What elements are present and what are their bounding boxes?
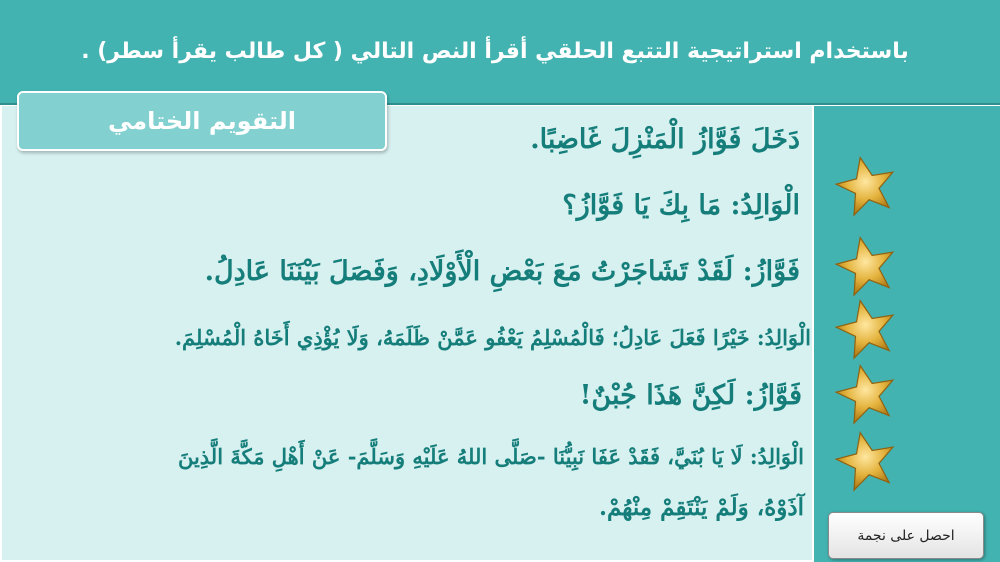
story-line-1: دَخَلَ فَوَّازُ الْمَنْزِلَ غَاضِبًا. (530, 124, 800, 155)
final-assessment-badge: التقويم الختامي (17, 91, 387, 151)
story-line-3: فَوَّازُ: لَقَدْ تَشَاجَرْتُ مَعَ بَعْضِ الْأَوْلَادِ، وَفَصَلَ بَيْنَنَا عَادِلُ. (204, 256, 800, 287)
star-icon[interactable] (834, 233, 898, 297)
star-icon[interactable] (834, 153, 898, 217)
star-icon[interactable] (834, 361, 898, 425)
story-line-7: آذَوْهُ، وَلَمْ يَنْتَقِمْ مِنْهُمْ. (598, 494, 804, 521)
instruction-banner (0, 0, 1000, 105)
story-line-4: الْوَالِدُ: خَيْرًا فَعَلَ عَادِلُ؛ فَالْمُسْلِمُ يَعْفُو عَمَّنْ ظَلَمَهُ، وَلَا يُؤْذِي أَخَاهُ الْمُسْلِمَ. (174, 325, 811, 350)
story-line-6: الْوَالِدُ: لَا يَا بُنَيَّ، فَقَدْ عَفَا نَبِيُّنَا -صَلَّى اللهُ عَلَيْهِ وَسَلَّمَ- عَنْ أَهْلِ مَكَّةَ الَّذِينَ (177, 444, 804, 469)
story-line-2: الْوَالِدُ: مَا بِكَ يَا فَوَّازُ؟ (562, 190, 800, 221)
instruction-text: باستخدام استراتيجية التتبع الحلقي أقرأ النص التالي ( كل طالب يقرأ سطر) . (81, 39, 909, 64)
star-icon[interactable] (834, 428, 898, 492)
star-icon[interactable] (834, 296, 898, 360)
get-star-button[interactable]: احصل على نجمة (828, 512, 984, 559)
story-line-5: فَوَّازُ: لَكِنَّ هَذَا جُبْنٌ! (579, 380, 802, 411)
